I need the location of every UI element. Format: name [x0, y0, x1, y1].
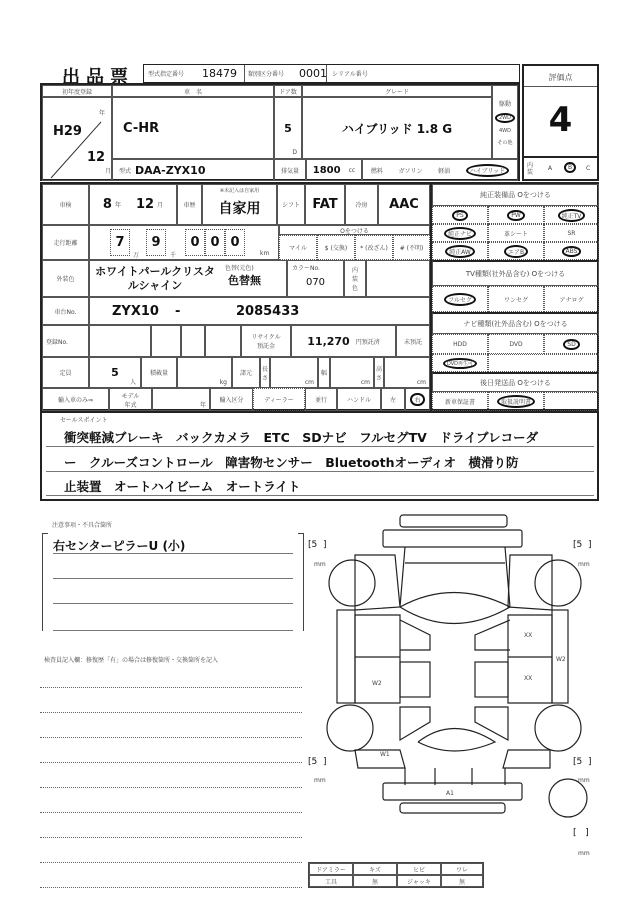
shaken-cell — [89, 184, 177, 225]
height-label: 高さ — [374, 357, 384, 388]
first-reg-month: 12 — [87, 150, 106, 165]
fuel-hybrid-circled: ハイブリッド — [466, 164, 509, 177]
navi-hdd: HDD — [432, 334, 488, 354]
length-unit: cm — [304, 379, 314, 386]
exterior-cell — [89, 260, 287, 297]
fuel-cell — [362, 159, 518, 181]
reg-label: 登録No. — [42, 325, 89, 357]
table-cell: 工具 — [309, 875, 353, 887]
model-year-cell — [152, 388, 210, 411]
odo-replaced: $ (交換) — [317, 235, 355, 260]
shaken-year-unit: 年 — [114, 202, 121, 209]
damage-mark: W2 — [372, 680, 382, 687]
first-reg-label: 初年度登録 — [42, 85, 112, 97]
sales-points — [40, 411, 599, 501]
ac: AAC — [378, 184, 430, 225]
mileage-sen-unit: 千 — [170, 252, 177, 259]
color-no-cell — [287, 260, 344, 297]
interior-color-cell — [366, 260, 430, 297]
equip-pw-circled: PW — [507, 210, 525, 221]
capacity: 5 — [111, 366, 119, 379]
odo-mile: マイル — [279, 235, 317, 260]
bottom-table — [308, 862, 484, 888]
shaken-month-unit: 月 — [157, 202, 164, 209]
inspector-label: 検査員記入欄：修復歴「有」の場合は修復箇所・交換箇所を記入 — [44, 657, 219, 664]
equip-tv — [544, 206, 599, 224]
capacity-cell — [89, 357, 141, 388]
tv-header: TV種類(社外品含む) Oをつける — [432, 260, 599, 286]
year-unit: 年 — [99, 110, 106, 117]
recycle-label: リサイクル預託金 — [241, 325, 291, 357]
exterior-label: 外装色 — [42, 260, 89, 297]
tv-oneseg: ワンセグ — [488, 286, 544, 312]
width-label: 幅 — [318, 357, 330, 388]
mileage-label: 走行距離 — [42, 225, 89, 260]
capacity-unit: 人 — [129, 379, 136, 386]
shaken-year: 8 — [102, 197, 112, 212]
tv-fullseg-circled: フルセグ — [444, 293, 476, 306]
vehicle-header — [40, 83, 520, 181]
load-unit: kg — [219, 379, 227, 386]
shift: FAT — [305, 184, 345, 225]
import-label: 輸入車のみ⇒ — [42, 388, 109, 411]
tread-value: 5 — [311, 540, 318, 550]
interior-color-label: 内装色 — [344, 260, 366, 297]
displacement-label: 排気量 — [274, 159, 306, 181]
grade-cell — [302, 97, 492, 159]
length-label: 長さ — [260, 357, 270, 388]
navi-dvd-play — [432, 354, 488, 372]
table-cell: 無 — [353, 875, 397, 887]
navi-dvd-play-circled: DVD再生可 — [443, 358, 477, 369]
car-damage-diagram — [300, 510, 610, 870]
tread-rear-left: [5 ] — [308, 757, 327, 767]
tv-fullseg — [432, 286, 488, 312]
repaint: 色替無 — [228, 274, 261, 287]
later-header: 後日発送品 Oをつける — [432, 372, 599, 392]
navi-dvd: DVD — [488, 334, 544, 354]
notes-box — [42, 533, 304, 631]
recycle-amount: 11,270 — [307, 334, 350, 348]
drive-label: 駆動 — [498, 100, 511, 108]
displacement: 1800 — [312, 164, 341, 176]
history-cell — [202, 184, 277, 225]
drive-cell — [492, 85, 518, 159]
mileage-digit: 0 — [225, 229, 245, 256]
interior-b-circled: B — [564, 162, 576, 173]
model-cell — [112, 159, 274, 181]
color-no: 070 — [305, 277, 326, 288]
ac-label: 冷房 — [345, 184, 378, 225]
later-empty — [544, 392, 599, 411]
load-label: 積載量 — [141, 357, 177, 388]
damage-mark: W2 — [556, 656, 566, 663]
equip-leather: 革シート — [488, 224, 544, 242]
load-cell — [177, 357, 232, 388]
reg-cell-1 — [89, 325, 151, 357]
capacity-label: 定員 — [42, 357, 89, 388]
navi-sd — [544, 334, 599, 354]
reg-cell-4 — [205, 325, 241, 357]
handle-right-cell — [405, 388, 430, 411]
history-label: 車歴 — [177, 184, 202, 225]
equip-aw — [432, 242, 488, 260]
doors-label: ドア数 — [274, 85, 302, 97]
later-manual-circled: 取扱説明書 — [497, 395, 535, 408]
shaken-month: 12 — [135, 197, 155, 212]
length-cell — [270, 357, 318, 388]
color-no-label: カラーNo. — [292, 265, 320, 272]
car-name-label: 車 名 — [112, 85, 274, 97]
damage-mark: W1 — [380, 751, 390, 758]
repaint-label: 色替(元色) — [225, 265, 254, 272]
tread-value: 5 — [576, 757, 583, 767]
sales-line: 衝突軽減ブレーキ バックカメラ ETC SDナビ フルセグTV ドライブレコーダ — [64, 430, 539, 445]
class-no-label: 類別区分番号 — [248, 71, 285, 78]
equip-tv-circled: 純正TV — [558, 209, 586, 222]
mileage-km-unit: km — [260, 250, 270, 257]
tread-front-right: [5 ] — [573, 540, 592, 550]
car-name-cell — [112, 97, 274, 159]
drive-2wd-circled: 2WD — [495, 113, 515, 123]
history-note: ※未記入は自家用 — [219, 188, 260, 194]
chassis-label: 車台No. — [42, 297, 89, 325]
score-box — [522, 64, 599, 181]
history: 自家用 — [218, 200, 261, 217]
first-reg-cell — [42, 97, 112, 181]
equip-navi — [432, 224, 488, 242]
navi-sd-circled: SD — [563, 339, 579, 350]
recycle-unpaid: 未預託 — [396, 325, 430, 357]
shaken-label: 車検 — [42, 184, 89, 225]
details-block — [40, 182, 599, 411]
sales-line: ー クルーズコントロール 障害物センサー Bluetoothオーディオ 横滑り防 — [64, 455, 519, 470]
later-warranty: 新車保証書 — [432, 392, 488, 411]
damage-mark: A1 — [446, 790, 454, 797]
tread-unit: mm — [578, 561, 590, 568]
displacement-cell — [306, 159, 362, 181]
equip-aw-circled: 純正AW — [445, 245, 475, 258]
mileage-digit: 0 — [205, 229, 225, 256]
model-year-unit: 年 — [199, 402, 206, 409]
navi-header: ナビ種類(社外品含む) Oをつける — [432, 312, 599, 334]
grade-label: グレード — [302, 85, 492, 97]
month-unit: 月 — [105, 168, 112, 175]
equipment-header: 純正装備品 Oをつける — [432, 184, 599, 206]
later-manual — [488, 392, 544, 411]
mileage-digit: 0 — [185, 229, 205, 256]
equip-pw — [488, 206, 544, 224]
mileage-digit: 9 — [146, 229, 166, 256]
import-class-label: 輸入区分 — [210, 388, 253, 411]
chassis-cell — [89, 297, 430, 325]
model-year-label: モデル年式 — [109, 388, 152, 411]
height-unit: cm — [416, 379, 426, 386]
chassis-model: ZYX10 — [112, 304, 159, 319]
tread-unit: mm — [314, 561, 326, 568]
handle-label: ハンドル — [337, 388, 381, 411]
equip-ps-circled: PS — [452, 210, 467, 221]
table-header: ドアミラー — [309, 863, 353, 875]
tread-spare: [ ] — [573, 828, 589, 838]
first-reg-year: H29 — [53, 124, 82, 139]
score-value: 4 — [548, 100, 573, 140]
mileage-man-unit: 万 — [133, 252, 140, 259]
sales-label: セールスポイント — [60, 417, 108, 424]
shift-label: シフト — [277, 184, 305, 225]
exterior-color: ホワイトパールクリスタルシャイン — [95, 265, 215, 292]
tv-analog: アナログ — [544, 286, 599, 312]
sales-line: 止装置 オートハイビーム オートライト — [64, 479, 301, 494]
serial-label: シリアル番号 — [332, 71, 368, 78]
inspection-no: 18479 — [202, 67, 237, 80]
tread-front-left: [5 ] — [308, 540, 327, 550]
class-no: 0001 — [299, 67, 327, 80]
doors-cell — [274, 97, 302, 159]
tread-value: 5 — [576, 540, 583, 550]
fuel-label: 燃料 — [370, 167, 383, 175]
equip-airbag — [488, 242, 544, 260]
notes-label: 注意事項・不具合箇所 — [52, 522, 113, 529]
odo-unknown: # (不明) — [393, 235, 430, 260]
equip-sr: SR — [544, 224, 599, 242]
sheet-title: 出品票 — [62, 67, 134, 88]
tread-unit: mm — [314, 777, 326, 784]
import-dealer: ディーラー — [253, 388, 305, 411]
damage-mark: XX — [524, 632, 533, 639]
height-cell — [384, 357, 430, 388]
car-name: C-HR — [123, 120, 160, 136]
note-line: 右センターピラーU (小) — [53, 539, 186, 553]
recycle-cell — [291, 325, 396, 357]
width-unit: cm — [360, 379, 370, 386]
mileage-digit: 7 — [110, 229, 130, 256]
table-header: ヒビ — [397, 863, 441, 875]
top-info — [143, 64, 520, 83]
table-header: キズ — [353, 863, 397, 875]
navi-empty — [488, 354, 599, 372]
tread-value: 5 — [311, 757, 318, 767]
tread-unit: mm — [578, 850, 590, 857]
fuel-diesel: 軽油 — [438, 167, 451, 175]
handle-right-circled: 右 — [410, 393, 424, 406]
import-parallel: 並行 — [305, 388, 337, 411]
odo-circle-label: Oをつける — [279, 225, 430, 235]
doors: 5 — [284, 121, 292, 135]
equipment-panel — [430, 184, 597, 411]
displacement-unit: cc — [348, 166, 356, 174]
recycle-paid: 円預託済 — [355, 338, 380, 346]
fuel-gasoline: ガソリン — [398, 167, 423, 175]
handle-left: 左 — [381, 388, 405, 411]
equip-abs — [544, 242, 599, 260]
tread-rear-right: [5 ] — [573, 757, 592, 767]
interior-a: A — [548, 165, 553, 172]
chassis-no: 2085433 — [236, 304, 300, 319]
reg-cell-2 — [151, 325, 181, 357]
grade: ハイブリッド 1.8 G — [341, 121, 453, 136]
equip-ps — [432, 206, 488, 224]
inspection-no-label: 型式指定番号 — [148, 71, 185, 78]
table-header: ワレ — [441, 863, 483, 875]
drive-other: その他 — [497, 139, 513, 146]
dims-label: 諸元 — [232, 357, 260, 388]
odo-tampered: * (改ざん) — [355, 235, 393, 260]
chassis-dash: - — [175, 304, 181, 319]
equip-navi-circled: 純正ナビ — [444, 227, 476, 240]
tread-unit: mm — [578, 777, 590, 784]
model-label: 型式 — [119, 167, 132, 175]
equip-abs-circled: ABS — [562, 246, 582, 257]
mileage-cell — [89, 225, 279, 260]
table-cell: 無 — [441, 875, 483, 887]
equip-airbag-circled: エアB — [504, 245, 528, 258]
damage-mark: XX — [524, 675, 533, 682]
interior-label: 内装 — [527, 162, 534, 176]
interior-c: C — [586, 165, 591, 172]
reg-cell-3 — [181, 325, 205, 357]
score-label: 評価点 — [548, 73, 573, 82]
doors-unit: D — [292, 149, 297, 156]
width-cell — [330, 357, 374, 388]
drive-4wd: 4WD — [499, 127, 511, 134]
model: DAA-ZYX10 — [135, 163, 206, 177]
table-cell: ジャッキ — [397, 875, 441, 887]
